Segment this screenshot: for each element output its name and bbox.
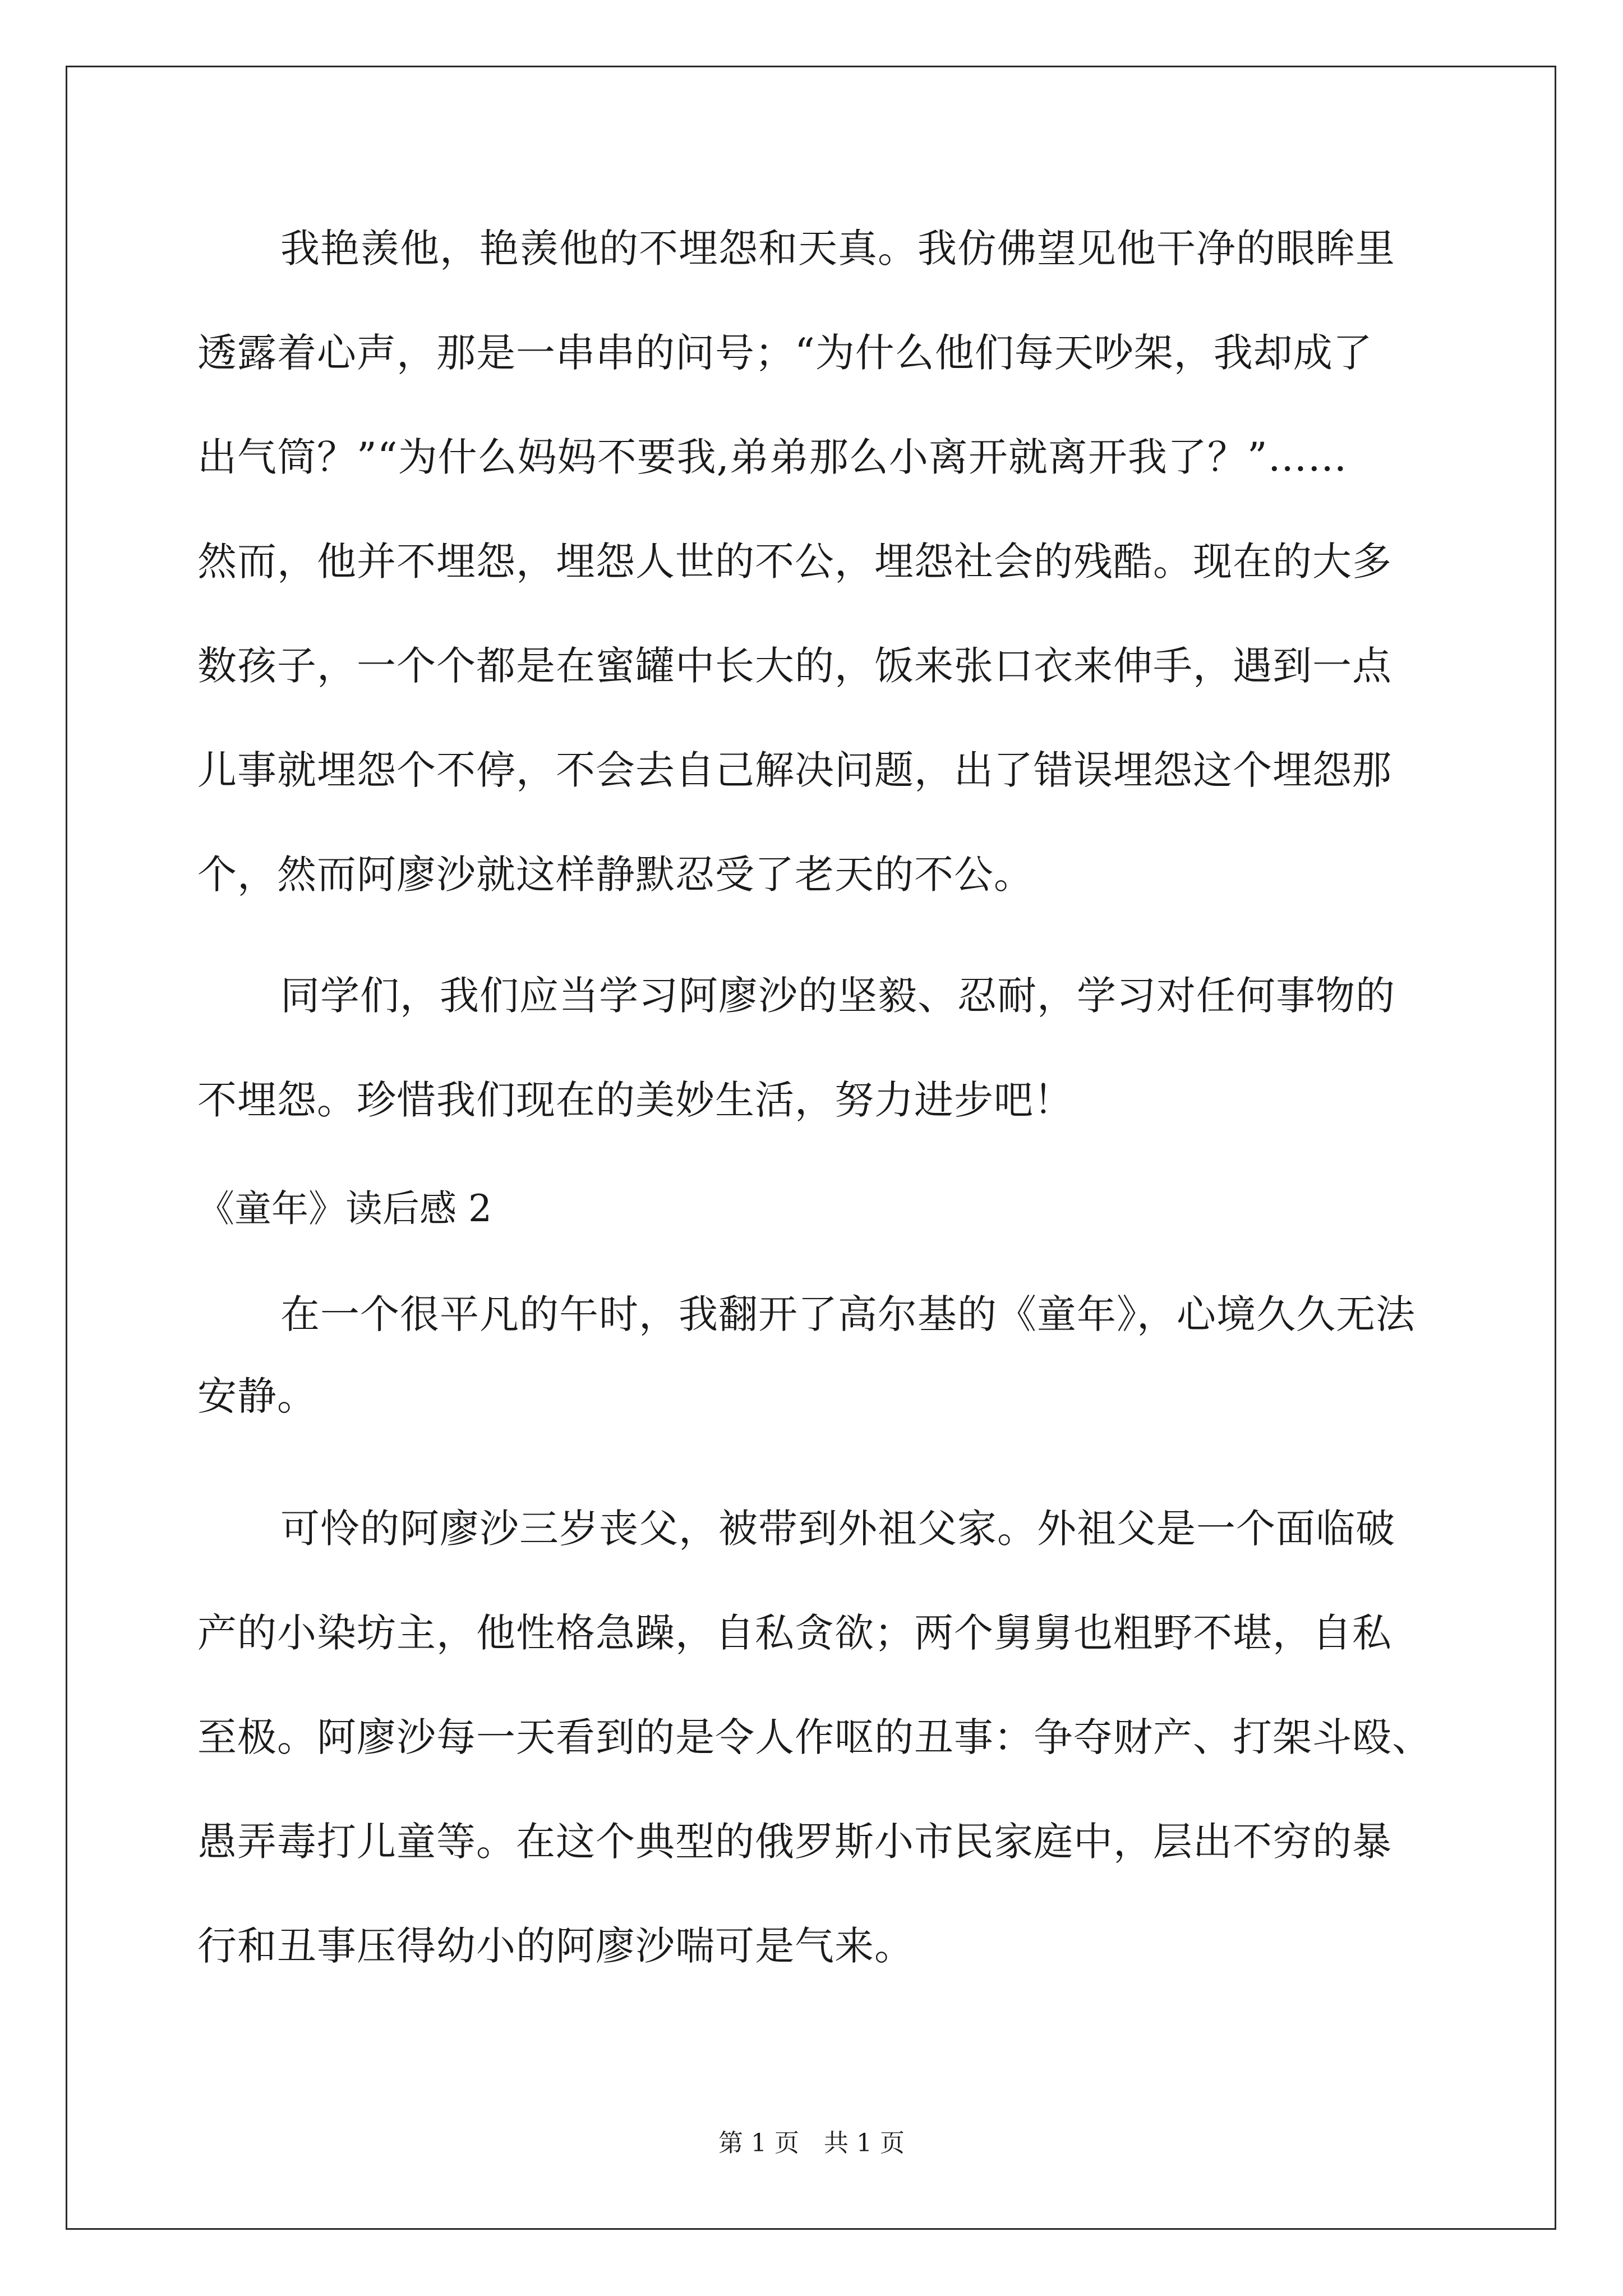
paragraph-1-line-5: 数孩子，一个个都是在蜜罐中长大的，饭来张口衣来伸手，遇到一点	[197, 643, 1392, 689]
paragraph-4-line-3: 至极。阿廖沙每一天看到的是令人作呕的丑事：争夺财产、打架斗殴、	[197, 1714, 1432, 1760]
paragraph-2-line-2: 不埋怨。珍惜我们现在的美妙生活，努力进步吧！	[197, 1077, 1073, 1123]
paragraph-4-line-1: 可怜的阿廖沙三岁丧父，被带到外祖父家。外祖父是一个面临破	[280, 1506, 1395, 1552]
page-border	[66, 66, 1556, 2230]
page-number-footer: 第 1 页 共 1 页	[718, 2129, 905, 2157]
paragraph-1-line-3: 出气筒？”“为什么妈妈不要我,弟弟那么小离开就离开我了？”……	[197, 434, 1348, 480]
paragraph-1-line-7: 个，然而阿廖沙就这样静默忍受了老天的不公。	[197, 852, 1034, 898]
paragraph-4-line-5: 行和丑事压得幼小的阿廖沙喘可是气来。	[197, 1923, 914, 1969]
paragraph-1-line-2: 透露着心声，那是一串串的问号；“为什么他们每天吵架，我却成了	[197, 330, 1373, 376]
paragraph-4-line-4: 愚弄毒打儿童等。在这个典型的俄罗斯小市民家庭中，层出不穷的暴	[197, 1819, 1392, 1865]
paragraph-3-line-1: 在一个很平凡的午时，我翻开了高尔基的《童年》，心境久久无法	[280, 1291, 1415, 1337]
paragraph-2-line-1: 同学们，我们应当学习阿廖沙的坚毅、忍耐，学习对任何事物的	[280, 973, 1395, 1019]
paragraph-3-line-2: 安静。	[197, 1373, 317, 1419]
section-heading: 《童年》读后感 2	[197, 1187, 492, 1230]
paragraph-1-line-4: 然而，他并不埋怨，埋怨人世的不公，埋怨社会的残酷。现在的大多	[197, 539, 1392, 585]
paragraph-1-line-1: 我艳羡他，艳羡他的不埋怨和天真。我仿佛望见他干净的眼眸里	[280, 226, 1395, 272]
paragraph-1-line-6: 儿事就埋怨个不停，不会去自己解决问题，出了错误埋怨这个埋怨那	[197, 747, 1392, 793]
paragraph-4-line-2: 产的小染坊主，他性格急躁，自私贪欲；两个舅舅也粗野不堪，自私	[197, 1610, 1392, 1656]
